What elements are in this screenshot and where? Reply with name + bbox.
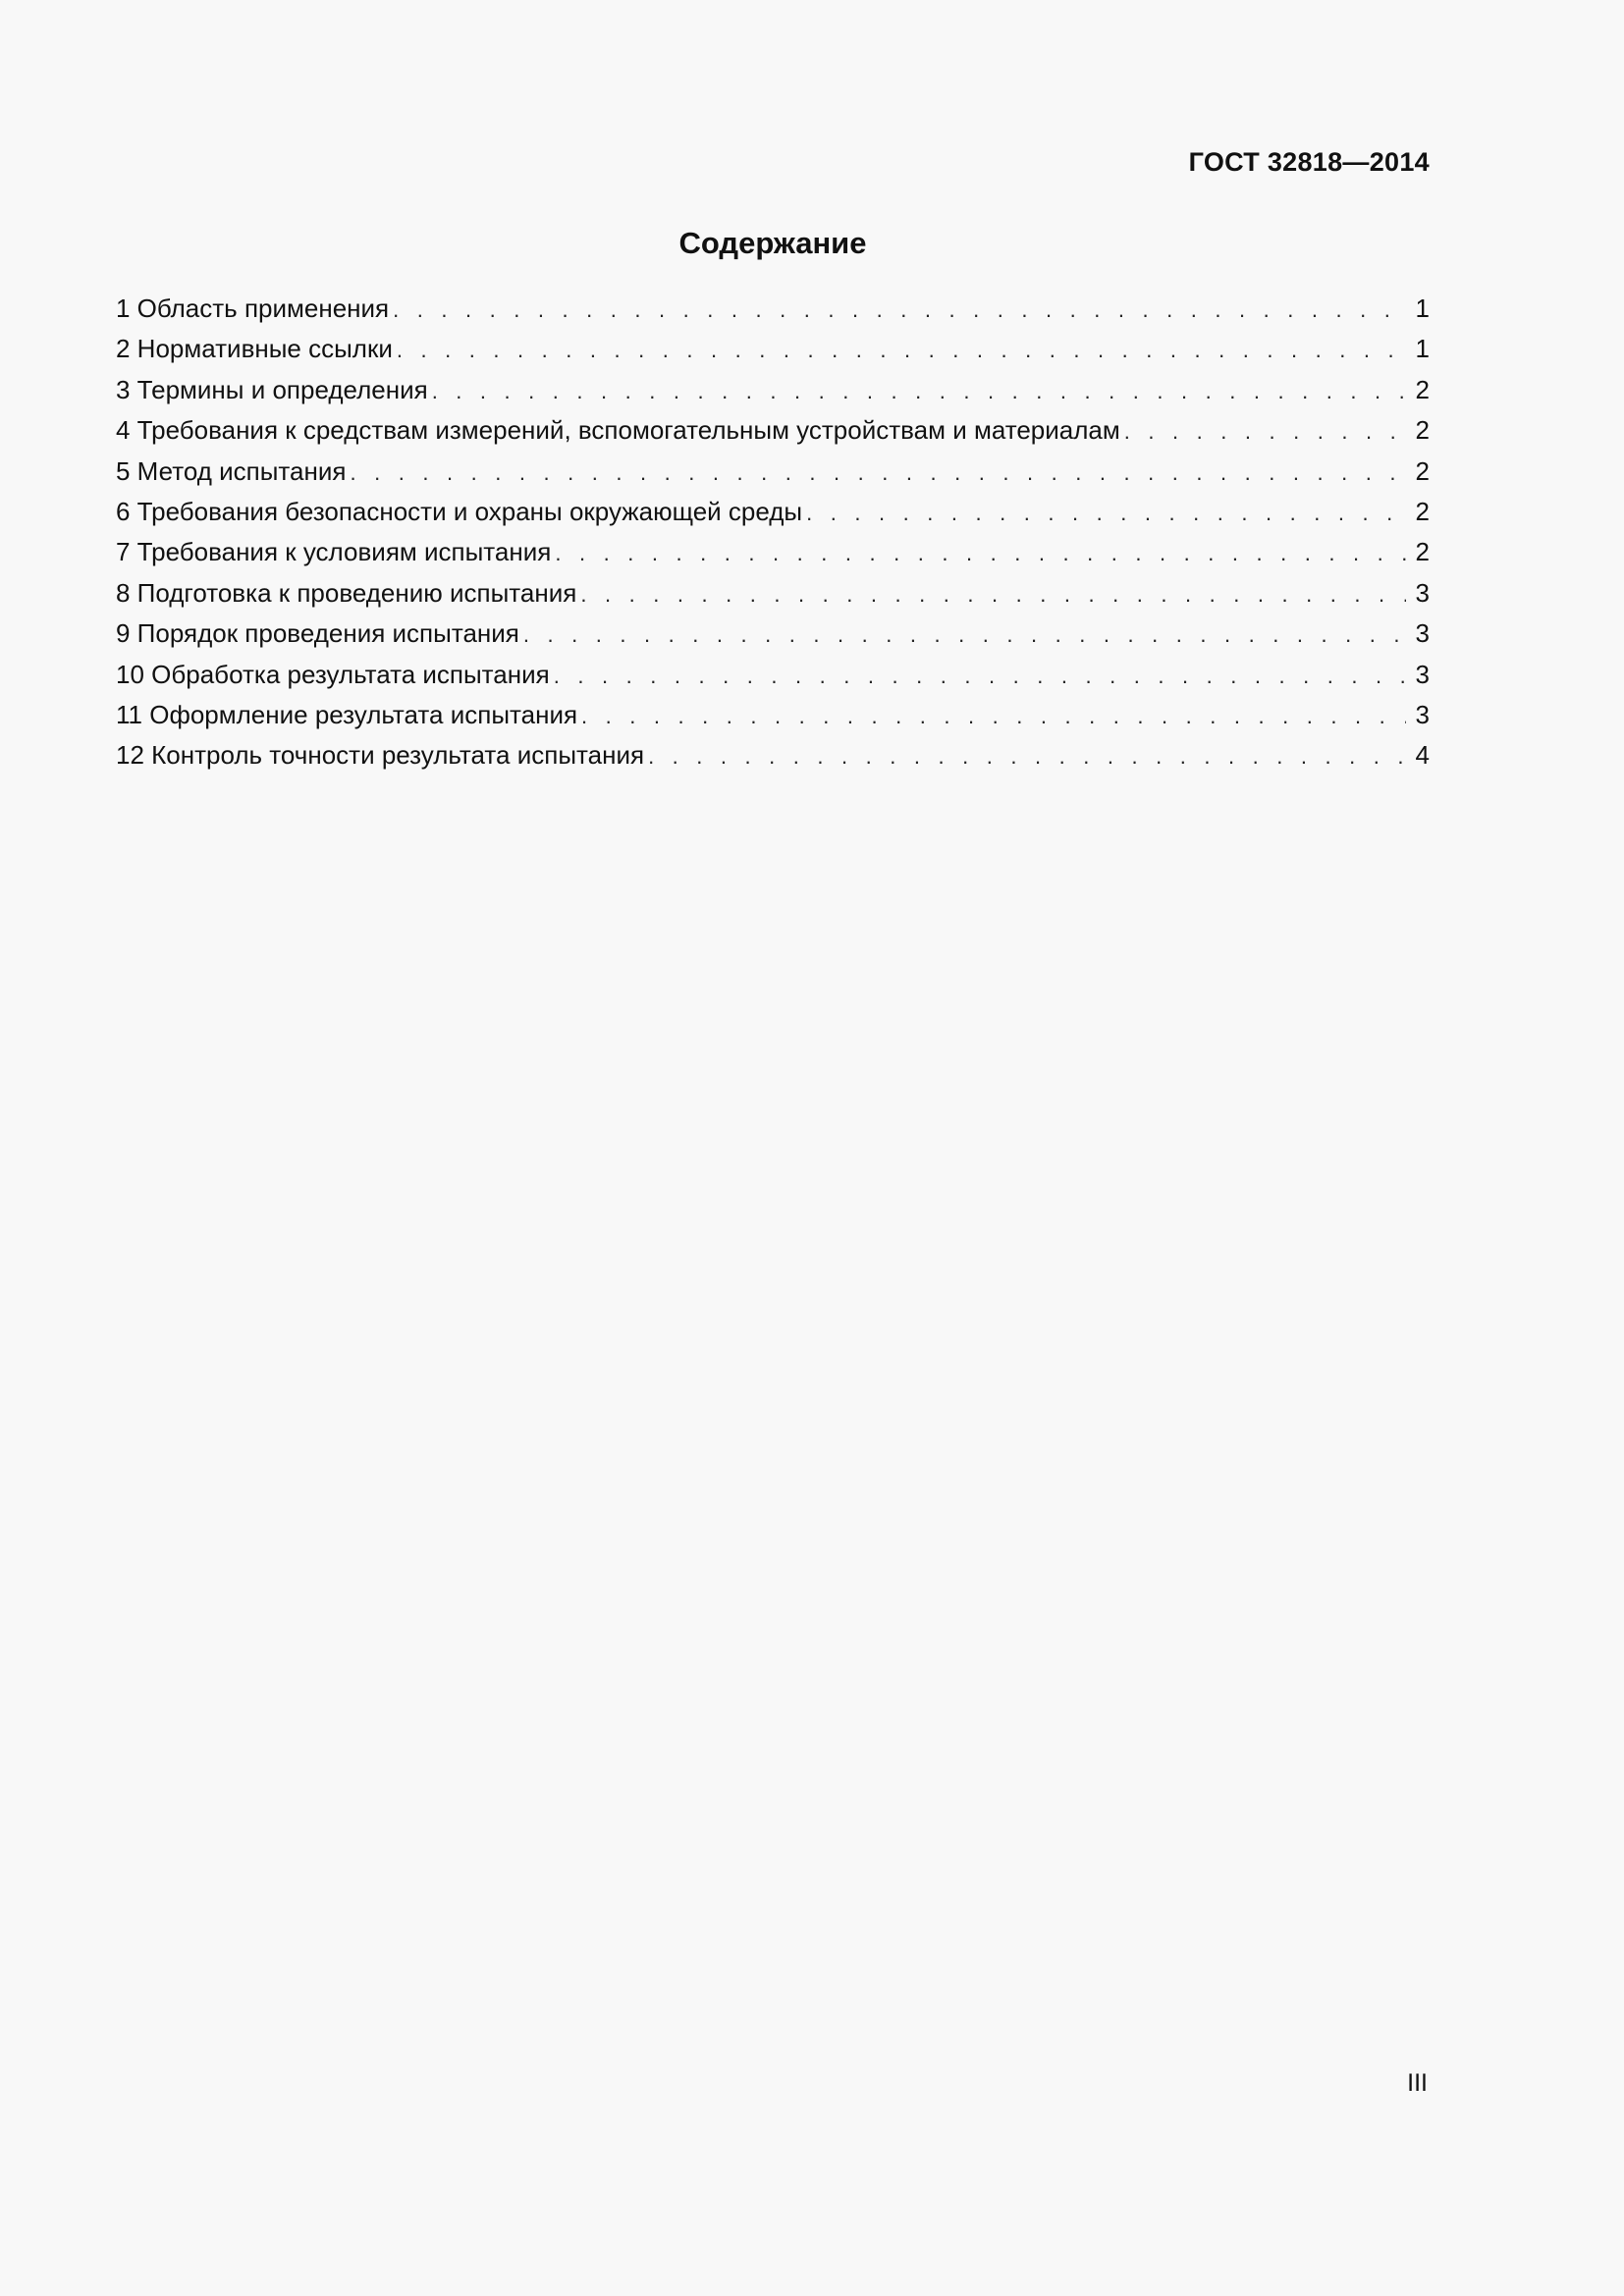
toc-item-label: 1 Область применения xyxy=(116,294,390,323)
toc-dot-leader xyxy=(432,371,1406,411)
toc-item[interactable] xyxy=(116,370,1430,410)
toc-dot-leader xyxy=(648,736,1406,776)
toc-item-label: 8 Подготовка к проведению испытания xyxy=(116,577,577,608)
toc-dot-leader xyxy=(397,330,1406,370)
toc-item[interactable] xyxy=(116,452,1430,492)
toc-item-label: 3 Термины и определения xyxy=(116,374,428,404)
toc-item-label: 9 Порядок проведения испытания xyxy=(116,618,519,649)
toc-dot-leader xyxy=(806,493,1406,533)
toc-item-page: 2 xyxy=(1415,415,1430,446)
toc-item-label: 10 Обработка результата испытания xyxy=(116,659,550,689)
toc-item[interactable] xyxy=(116,492,1430,532)
document-code: ГОСТ 32818—2014 xyxy=(1188,147,1430,177)
toc-item-page: 2 xyxy=(1415,537,1430,567)
toc-dot-leader xyxy=(554,656,1406,696)
table-of-contents xyxy=(116,289,1430,776)
toc-dot-leader xyxy=(523,614,1406,655)
toc-item-page: 3 xyxy=(1415,659,1430,689)
toc-item[interactable] xyxy=(116,289,1430,329)
toc-item-label: 7 Требования к условиям испытания xyxy=(116,537,552,567)
toc-item[interactable] xyxy=(116,614,1430,654)
toc-item[interactable] xyxy=(116,573,1430,614)
toc-item-label: 2 Нормативные ссылки xyxy=(116,334,393,364)
toc-item[interactable] xyxy=(116,329,1430,369)
toc-dot-leader xyxy=(350,453,1406,493)
toc-item-label: 12 Контроль точности результата испытания xyxy=(116,740,645,771)
toc-item-label: 5 Метод испытания xyxy=(116,455,347,486)
toc-item-page: 1 xyxy=(1415,294,1430,323)
toc-item[interactable] xyxy=(116,735,1430,775)
toc-item-page: 2 xyxy=(1415,496,1430,526)
toc-item[interactable] xyxy=(116,410,1430,451)
toc-dot-leader xyxy=(1124,411,1406,452)
toc-item[interactable] xyxy=(116,532,1430,572)
toc-item[interactable] xyxy=(116,655,1430,695)
toc-item-page: 3 xyxy=(1415,577,1430,608)
toc-item-page: 2 xyxy=(1415,374,1430,404)
toc-item[interactable] xyxy=(116,695,1430,735)
toc-item-page: 2 xyxy=(1415,455,1430,486)
toc-dot-leader xyxy=(580,574,1406,614)
toc-item-page: 3 xyxy=(1415,618,1430,649)
toc-dot-leader xyxy=(393,290,1406,330)
toc-dot-leader xyxy=(581,696,1406,736)
toc-item-page: 1 xyxy=(1415,334,1430,364)
toc-item-page: 3 xyxy=(1415,699,1430,729)
toc-item-label: 11 Оформление результата испытания xyxy=(116,699,578,729)
toc-item-label: 6 Требования безопасности и охраны окружающей среды xyxy=(116,496,803,526)
toc-item-label: 4 Требования к средствам измерений, вспомогательным устройствам и материалам xyxy=(116,415,1120,446)
toc-dot-leader xyxy=(555,533,1406,573)
toc-item-page: 4 xyxy=(1415,740,1430,771)
page-number: III xyxy=(1407,2069,1428,2097)
toc-title: Содержание xyxy=(678,226,867,260)
